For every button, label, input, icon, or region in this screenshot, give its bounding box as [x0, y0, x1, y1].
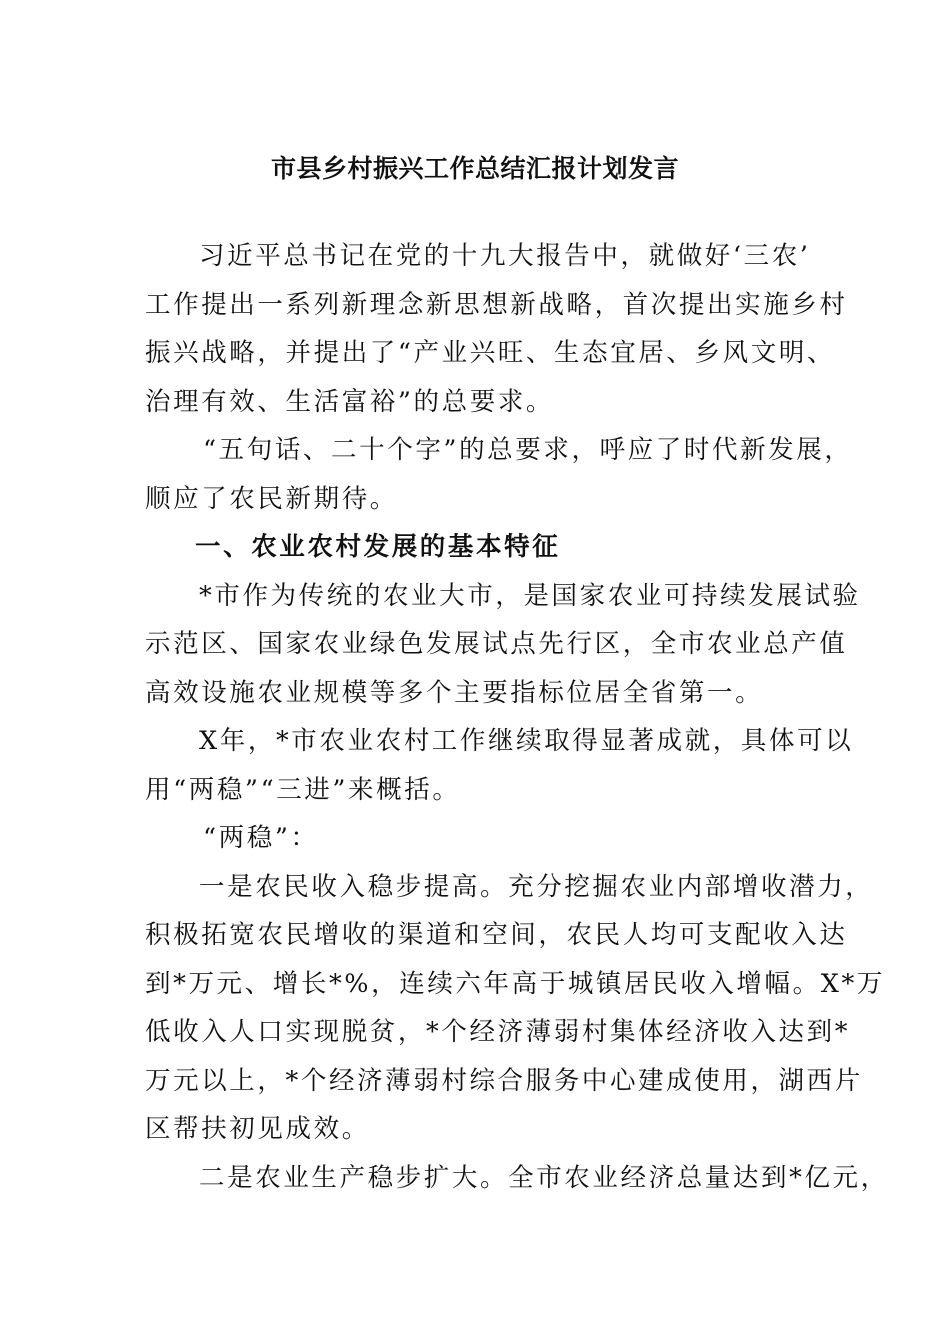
two-stable-label: [145, 814, 825, 863]
text-line: 示范区、国家农业绿色发展试点先行区，全市农业总产值: [145, 629, 848, 659]
text-line: 工作提出一系列新理念新思想新战略，首次提出实施乡村: [145, 289, 848, 320]
text-line: 一是农民收入稳步提高。充分挖掘农业内部增收潜力，: [199, 871, 874, 902]
text-line: 顺应了农民新期待。: [145, 483, 398, 514]
city-overview-paragraph: [145, 572, 861, 718]
document-body: [145, 232, 889, 1202]
text-line: 区帮扶初见成效。: [145, 1114, 370, 1144]
text-line: 振兴战略，并提出了“产业兴旺、生态宜居、乡风文明、: [145, 338, 836, 368]
text-line: *市作为传统的农业大市，是国家农业可持续发展试验: [199, 580, 861, 611]
text-line: 二是农业生产稳步扩大。全市农业经济总量达到*亿元，: [199, 1162, 889, 1193]
text-line: 习近平总书记在党的十九大报告中，就做好‘三农’: [199, 241, 811, 271]
text-line: 积极拓宽农民增收的渠道和空间，农民人均可支配收入达: [145, 920, 848, 950]
text-line: 高效设施农业规模等多个主要指标位居全省第一。: [145, 677, 764, 708]
text-line: 万元以上，*个经济薄弱村综合服务中心建成使用，湖西片: [145, 1065, 863, 1096]
intro-paragraph: [145, 232, 848, 426]
text-line: 治理有效、生活富裕”的总要求。: [145, 386, 555, 417]
income-paragraph: [145, 863, 885, 1154]
achievements-paragraph: [145, 717, 854, 814]
text-line: “五句话、二十个字”的总要求，呼应了时代新发展，: [203, 435, 853, 465]
text-line: 用“两稳”“三进”来概括。: [145, 774, 461, 805]
requirements-paragraph: [145, 426, 853, 523]
heading-line: 一、农业农村发展的基本特征: [195, 532, 561, 562]
text-line: X年，*市农业农村工作继续取得显著成就，具体可以: [199, 726, 854, 756]
text-line: 低收入人口实现脱贫，*个经济薄弱村集体经济收入达到*: [145, 1017, 851, 1047]
text-line: “两稳”：: [203, 823, 319, 853]
section-heading: [145, 523, 825, 572]
text-line: 到*万元、增长*%，连续六年高于城镇居民收入增幅。X*万: [145, 968, 885, 999]
document-title: 市县乡村振兴工作总结汇报计划发言: [270, 153, 679, 183]
production-paragraph: [145, 1154, 889, 1203]
